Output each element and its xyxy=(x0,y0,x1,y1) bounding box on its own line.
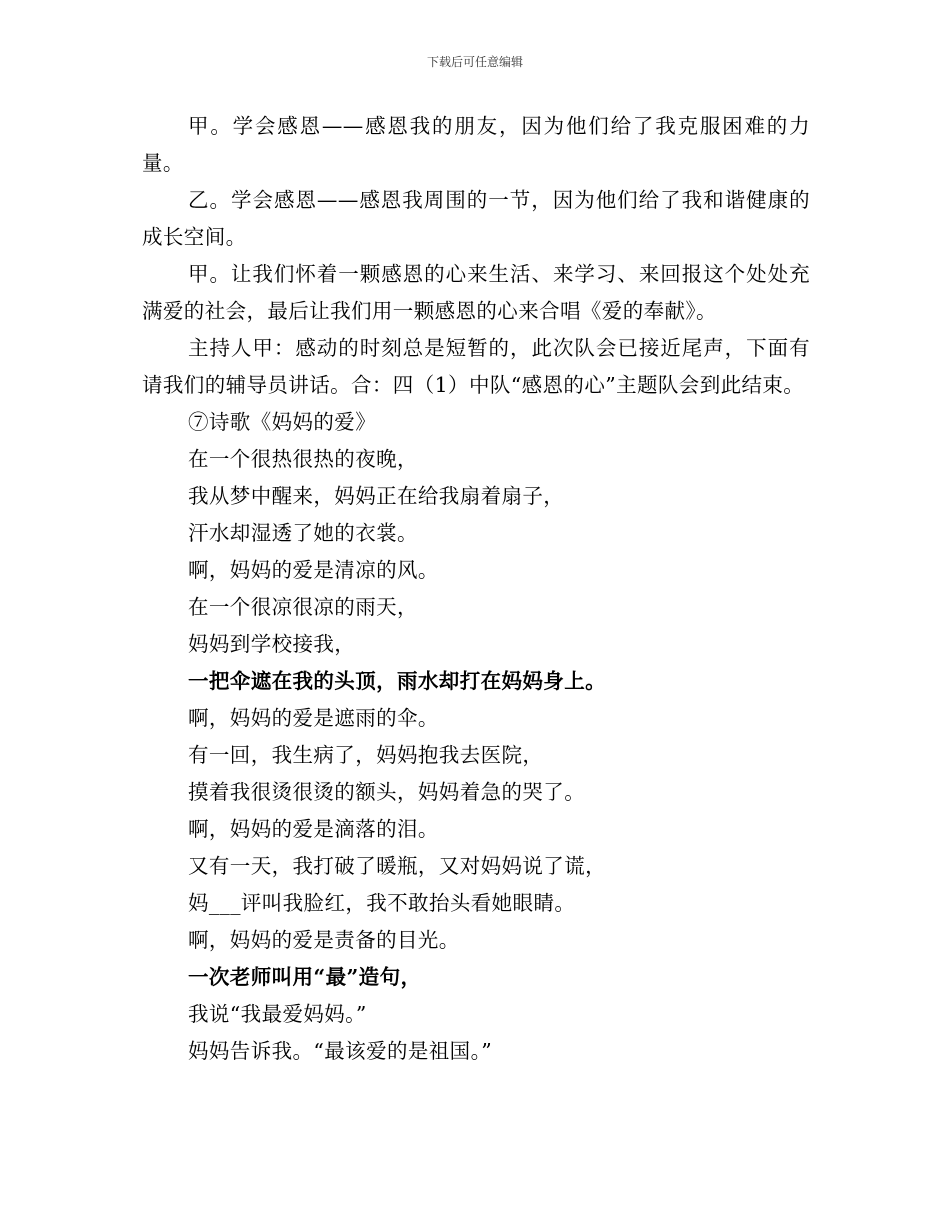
poem-line: 妈妈告诉我。“最该爱的是祖国。” xyxy=(188,1039,493,1063)
poem-line: 我从梦中醒来，妈妈正在给我扇着扇子， xyxy=(188,484,565,508)
poem-line: 啊，妈妈的爱是责备的目光。 xyxy=(188,928,460,952)
paragraph: 甲。让我们怀着一颗感恩的心来生活、来学习、来回报这个处处充满爱的社会，最后让我们用一颗感恩的心来合唱《爱的奉献》。 xyxy=(142,262,810,323)
poem-title: ⑦诗歌《妈妈的爱》 xyxy=(188,410,377,434)
poem-line-bold: 一把伞遮在我的头顶，雨水却打在妈妈身上。 xyxy=(188,669,606,693)
poem-line: 啊，妈妈的爱是滴落的泪。 xyxy=(188,817,439,841)
poem-line-bold: 一次老师叫用“最”造句， xyxy=(188,965,422,989)
poem-line: 我说“我最爱妈妈。” xyxy=(188,1002,367,1026)
poem-line: 妈___评叫我脸红，我不敢抬头看她眼睛。 xyxy=(188,891,576,915)
paragraph: 乙。学会感恩——感恩我周围的一节，因为他们给了我和谐健康的成长空间。 xyxy=(142,188,810,249)
paragraph: 甲。学会感恩——感恩我的朋友，因为他们给了我克服困难的力量。 xyxy=(142,114,810,175)
poem-line: 摸着我很烫很烫的额头，妈妈着急的哭了。 xyxy=(188,780,586,804)
page-header: 下载后可任意编辑 xyxy=(426,55,523,69)
poem-line: 有一回，我生病了，妈妈抱我去医院， xyxy=(188,743,544,767)
paragraph: 主持人甲：感动的时刻总是短暂的，此次队会已接近尾声，下面有请我们的辅导员讲话。合：四（1）中队“感恩的心”主题队会到此结束。 xyxy=(142,336,810,397)
poem-line: 在一个很凉很凉的雨天， xyxy=(188,595,418,619)
poem-line: 又有一天，我打破了暖瓶，又对妈妈说了谎， xyxy=(188,854,606,878)
poem-line: 妈妈到学校接我， xyxy=(188,632,356,656)
poem-line: 啊，妈妈的爱是遮雨的伞。 xyxy=(188,706,439,730)
poem-line: 啊，妈妈的爱是清凉的风。 xyxy=(188,558,439,582)
poem-line: 汗水却湿透了她的衣裳。 xyxy=(188,521,418,545)
document-body xyxy=(142,108,810,1070)
poem-line: 在一个很热很热的夜晚， xyxy=(188,447,418,471)
